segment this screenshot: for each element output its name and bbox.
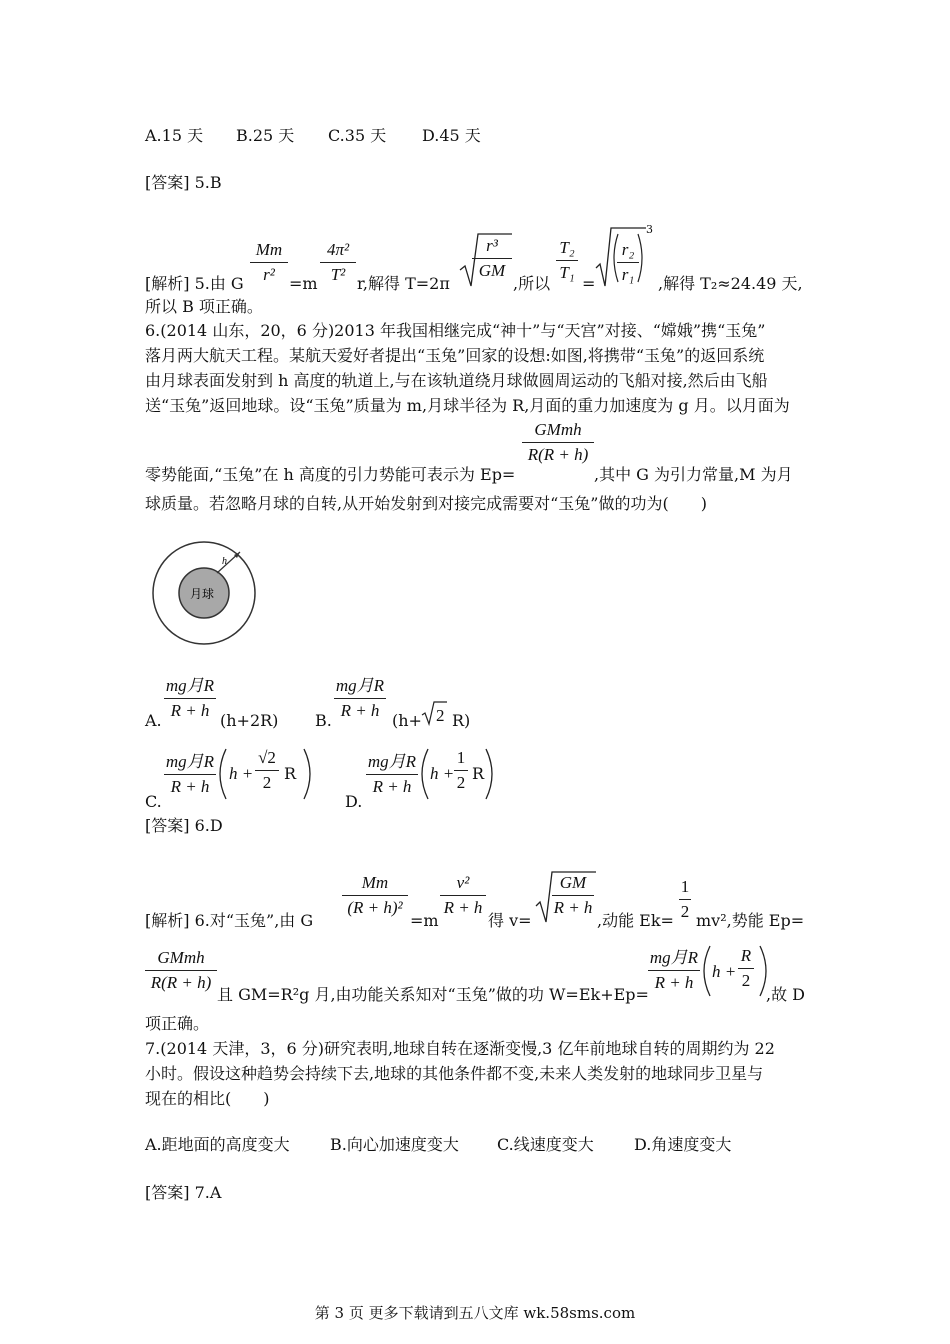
analysis-6-inner: h + — [712, 962, 737, 981]
page-footer: 第 3 页 更多下载请到五八文库 wk.58sms.com — [314, 1304, 636, 1322]
q6-option-d-small-fraction: 1 2 — [454, 748, 468, 793]
q6-option-d-fraction: mg月R R + h — [367, 752, 417, 796]
analysis-6-ep: mv²,势能 Ep= — [696, 911, 805, 930]
q6-option-a-tail: (h+2R) — [220, 711, 279, 730]
analysis-5-mid1: r,解得 T=2π — [357, 274, 450, 293]
analysis-6-work-fraction: mg月R R + h — [649, 948, 699, 992]
option-b: B.25 天 — [236, 126, 295, 145]
analysis-6-r-over-2: R 2 — [738, 946, 754, 991]
fraction-r3-gm: r³ GM — [472, 236, 512, 281]
q7-line-2: 小时。假设这种趋势会持续下去,地球的其他条件都不变,未来人类发射的地球同步卫星与 — [145, 1064, 764, 1083]
analysis-6-fraction-1: Mm (R + h)² — [342, 873, 408, 918]
q6-line-5b: ,其中 G 为引力常量,M 为月 — [594, 465, 793, 484]
q7-option-a: A.距地面的高度变大 — [145, 1135, 290, 1154]
q6-option-b-tail-b: R) — [452, 711, 471, 730]
q6-option-b-label: B. — [315, 711, 332, 730]
moon-label: 月球 — [190, 587, 215, 601]
q6-line-5a: 零势能面,“玉兔”在 h 高度的引力势能可表示为 Ep= — [145, 465, 516, 484]
q6-option-d-inner-a: h + — [430, 764, 455, 783]
q7-option-b: B.向心加速度变大 — [330, 1135, 459, 1154]
analysis-5-eq: =m — [289, 274, 318, 293]
analysis-6-fraction-3: GM R + h — [553, 873, 593, 917]
analysis-6-half: 1 2 — [680, 877, 690, 921]
q6-option-d-inner-b: R — [472, 764, 485, 783]
analysis-5-tail: ,解得 T₂≈24.49 天, — [658, 274, 803, 293]
analysis-6-tail: ,故 D — [766, 985, 806, 1004]
analysis-5-mid2: ,所以 — [513, 274, 551, 293]
q6-option-c-label: C. — [145, 792, 162, 811]
answer-5: [答案] 5.B — [145, 173, 222, 192]
analysis-6-prefix: [解析] 6.对“玉兔”,由 G — [145, 911, 314, 930]
q7-line-1: 7.(2014 天津，3，6 分)研究表明,地球自转在逐渐变慢,3 亿年前地球自转的周期约为 22 — [145, 1039, 775, 1058]
analysis-6-eq: =m — [410, 911, 439, 930]
fraction-4pi-t2: 4π² T² — [320, 240, 356, 285]
moon-orbit-diagram — [142, 540, 270, 646]
q7-option-c: C.线速度变大 — [497, 1135, 594, 1154]
answer-7: [答案] 7.A — [145, 1183, 222, 1202]
fraction-r2-r1: r₂ r₁ — [617, 240, 639, 285]
analysis-6-ep-fraction: GMmh R(R + h) — [145, 948, 217, 993]
option-a: A.15 天 — [145, 126, 204, 145]
q6-option-b-fraction: mg月R R + h — [335, 676, 385, 720]
analysis-6-text: 且 GM=R²g 月,由功能关系知对“玉兔”做的功 W=Ek+Ep= — [217, 985, 649, 1004]
analysis-6-get: 得 v= — [488, 911, 532, 930]
q6-option-b-tail-a: (h+ — [392, 711, 422, 730]
fraction-ep: GMmh R(R + h) — [522, 420, 594, 465]
q6-line-2: 落月两大航天工程。某航天爱好者提出“玉兔”回家的设想:如图,将携带“玉兔”的返回系统 — [145, 346, 765, 365]
q6-option-c-inner-b: R — [284, 764, 297, 783]
q6-option-b-root: 2 — [436, 706, 445, 725]
q7-line-3: 现在的相比( ) — [145, 1089, 270, 1108]
q7-option-d: D.角速度变大 — [634, 1135, 732, 1154]
analysis-5-prefix: [解析] 5.由 G — [145, 274, 244, 293]
q6-option-a-fraction: mg月R R + h — [165, 676, 215, 720]
option-d: D.45 天 — [422, 126, 481, 145]
analysis-5-line2: 所以 B 项正确。 — [145, 297, 263, 316]
analysis-5-eq2: = — [582, 274, 596, 293]
fraction-mm-r2: Mm r² — [250, 240, 288, 285]
q6-line-4: 送“玉兔”返回地球。设“玉兔”质量为 m,月球半径为 R,月面的重力加速度为 g 月。以月面为 — [145, 396, 790, 415]
q6-option-c-fraction: mg月R R + h — [165, 752, 215, 796]
q6-line-6: 球质量。若忽略月球的自转,从开始发射到对接完成需要对“玉兔”做的功为( ) — [145, 494, 707, 513]
analysis-6-fraction-2: v² R + h — [440, 873, 486, 918]
answer-6: [答案] 6.D — [145, 816, 223, 835]
q6-option-c-inner-a: h + — [229, 764, 254, 783]
q6-line-3: 由月球表面发射到 h 高度的轨道上,与在该轨道绕月球做圆周运动的飞船对接,然后由飞船 — [145, 371, 768, 390]
cube-exponent: 3 — [646, 223, 653, 236]
option-c: C.35 天 — [328, 126, 387, 145]
analysis-6-line3: 项正确。 — [145, 1014, 210, 1033]
q6-option-d-label: D. — [345, 792, 363, 811]
q6-option-c-small-fraction: √2 2 — [255, 748, 279, 793]
h-label: h — [222, 556, 227, 567]
q6-option-a-label: A. — [145, 711, 162, 730]
fraction-t2-t1: T₂ T₁ — [556, 238, 578, 283]
analysis-6-ek: ,动能 Ek= — [597, 911, 674, 930]
q6-line-1: 6.(2014 山东，20，6 分)2013 年我国相继完成“神十”与“天宫”对接、“嫦娥”携“玉兔” — [145, 321, 766, 340]
